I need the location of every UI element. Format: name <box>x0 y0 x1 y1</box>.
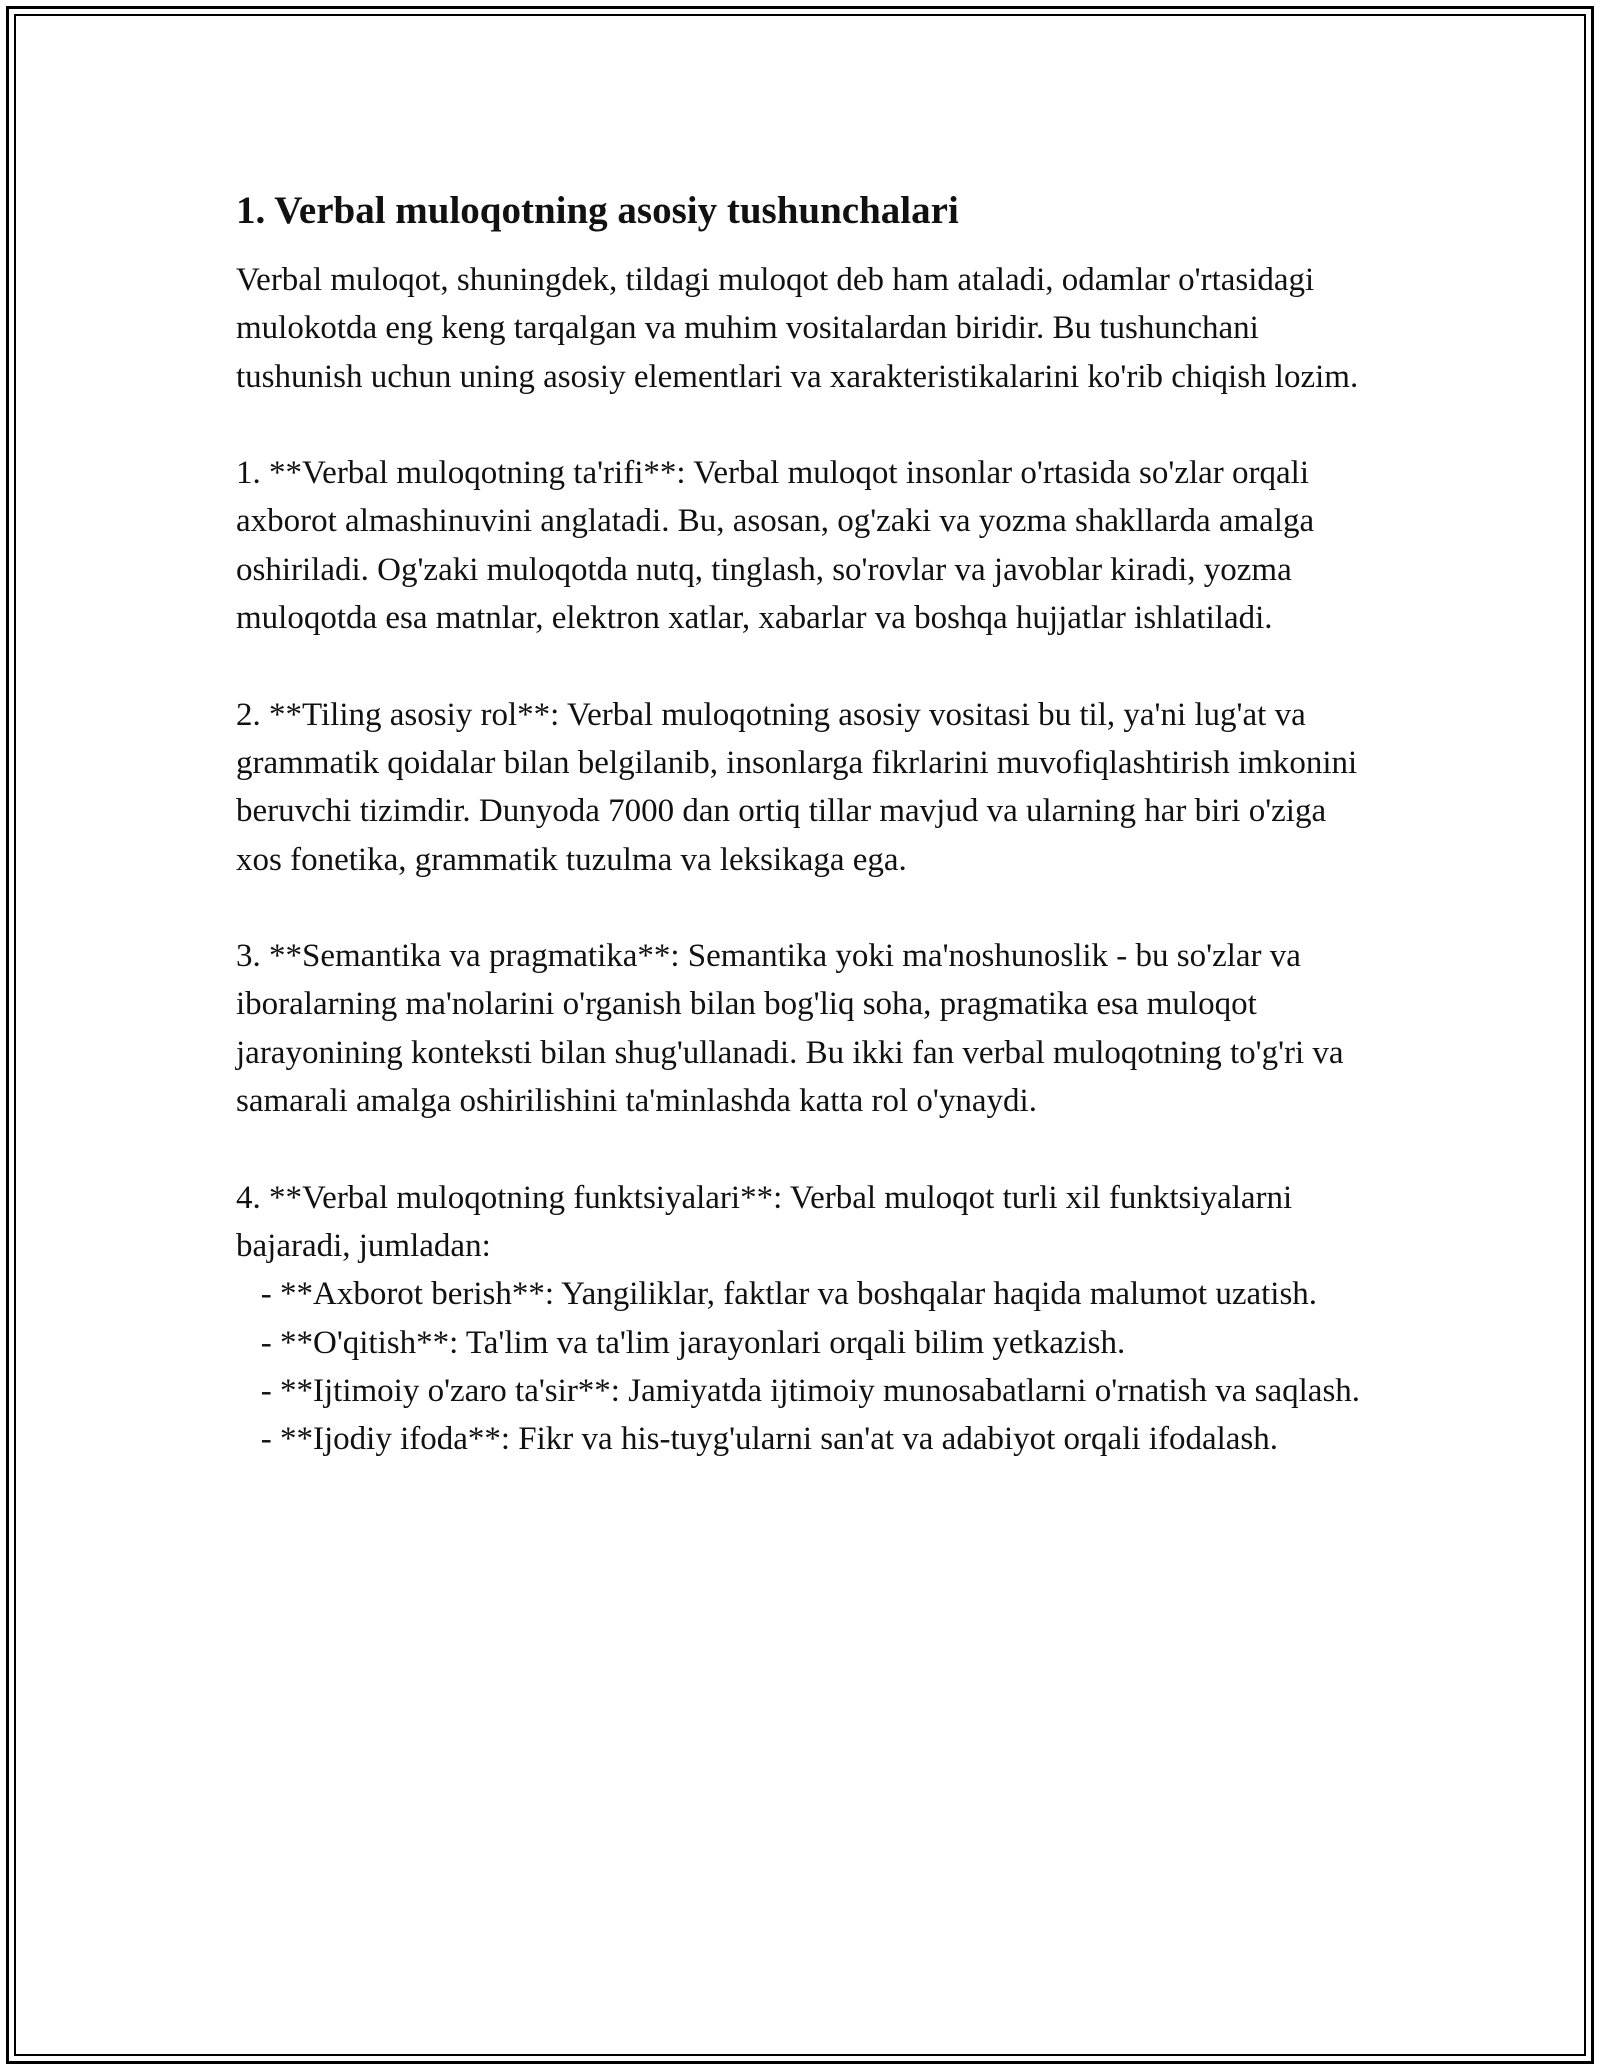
function-list-item: - **Ijtimoiy o'zaro ta'sir**: Jamiyatda ijtimoiy munosabatlarni o'rnatish va saqlash. <box>236 1372 1361 1409</box>
function-list-item: - **Axborot berish**: Yangiliklar, faktlar va boshqalar haqida malumot uzatish. <box>236 1276 1318 1313</box>
paragraph-spacer <box>236 884 1366 932</box>
document-body <box>236 186 1366 1463</box>
section-heading: 1. Verbal muloqotning asosiy tushunchalari <box>236 189 959 232</box>
item-definition-paragraph: 1. **Verbal muloqotning ta'rifi**: Verbal muloqot insonlar o'rtasida so'zlar orqali axborot almashinuvini anglatadi. Bu, asosan, og'zaki va yozma shakllarda amalga oshiriladi. Og'zaki muloqotda nutq, tinglash, so'rovlar va javoblar kiradi, yozma muloqotda esa matnlar, elektron xatlar, xabarlar va boshqa hujjatlar ishlatiladi. <box>236 455 1323 637</box>
paragraph-spacer <box>236 1125 1366 1173</box>
functions-section <box>236 1174 1366 1464</box>
item-language-role-paragraph: 2. **Tiling asosiy rol**: Verbal muloqotning asosiy vositasi bu til, ya'ni lug'at va grammatik qoidalar bilan belgilanib, insonlarga fikrlarini muvofiqlashtirish imkonini beruvchi tizimdir. Dunyoda 7000 dan ortiq tillar mavjud va ularning har biri o'ziga xos fonetika, grammatik tuzulma va leksikaga ega. <box>236 696 1366 878</box>
paragraph-spacer <box>236 401 1366 449</box>
function-list-item: - **O'qitish**: Ta'lim va ta'lim jarayonlari orqali bilim yetkazish. <box>236 1324 1126 1361</box>
function-list-item: - **Ijodiy ifoda**: Fikr va his-tuyg'ularni san'at va adabiyot orqali ifodalash. <box>236 1421 1278 1458</box>
item-semantics-paragraph: 3. **Semantika va pragmatika**: Semantika yoki ma'noshunoslik - bu so'zlar va iboralarning ma'nolarini o'rganish bilan bog'liq soha, pragmatika esa muloqot jarayonining konteksti bilan shug'ullanadi. Bu ikki fan verbal muloqotning to'g'ri va samarali amalga oshirilishini ta'minlashda katta rol o'ynaydi. <box>236 938 1352 1120</box>
intro-paragraph: Verbal muloqot, shuningdek, tildagi muloqot deb ham ataladi, odamlar o'rtasidagi mulokotda eng keng tarqalgan va muhim vositalardan biridir. Bu tushunchani tushunish uchun uning asosiy elementlari va xarakteristikalarini ko'rib chiqish lozim. <box>236 262 1359 395</box>
paragraph-spacer <box>236 642 1366 690</box>
functions-lead-paragraph: 4. **Verbal muloqotning funktsiyalari**: Verbal muloqot turli xil funktsiyalarni bajaradi, jumladan: <box>236 1179 1301 1264</box>
